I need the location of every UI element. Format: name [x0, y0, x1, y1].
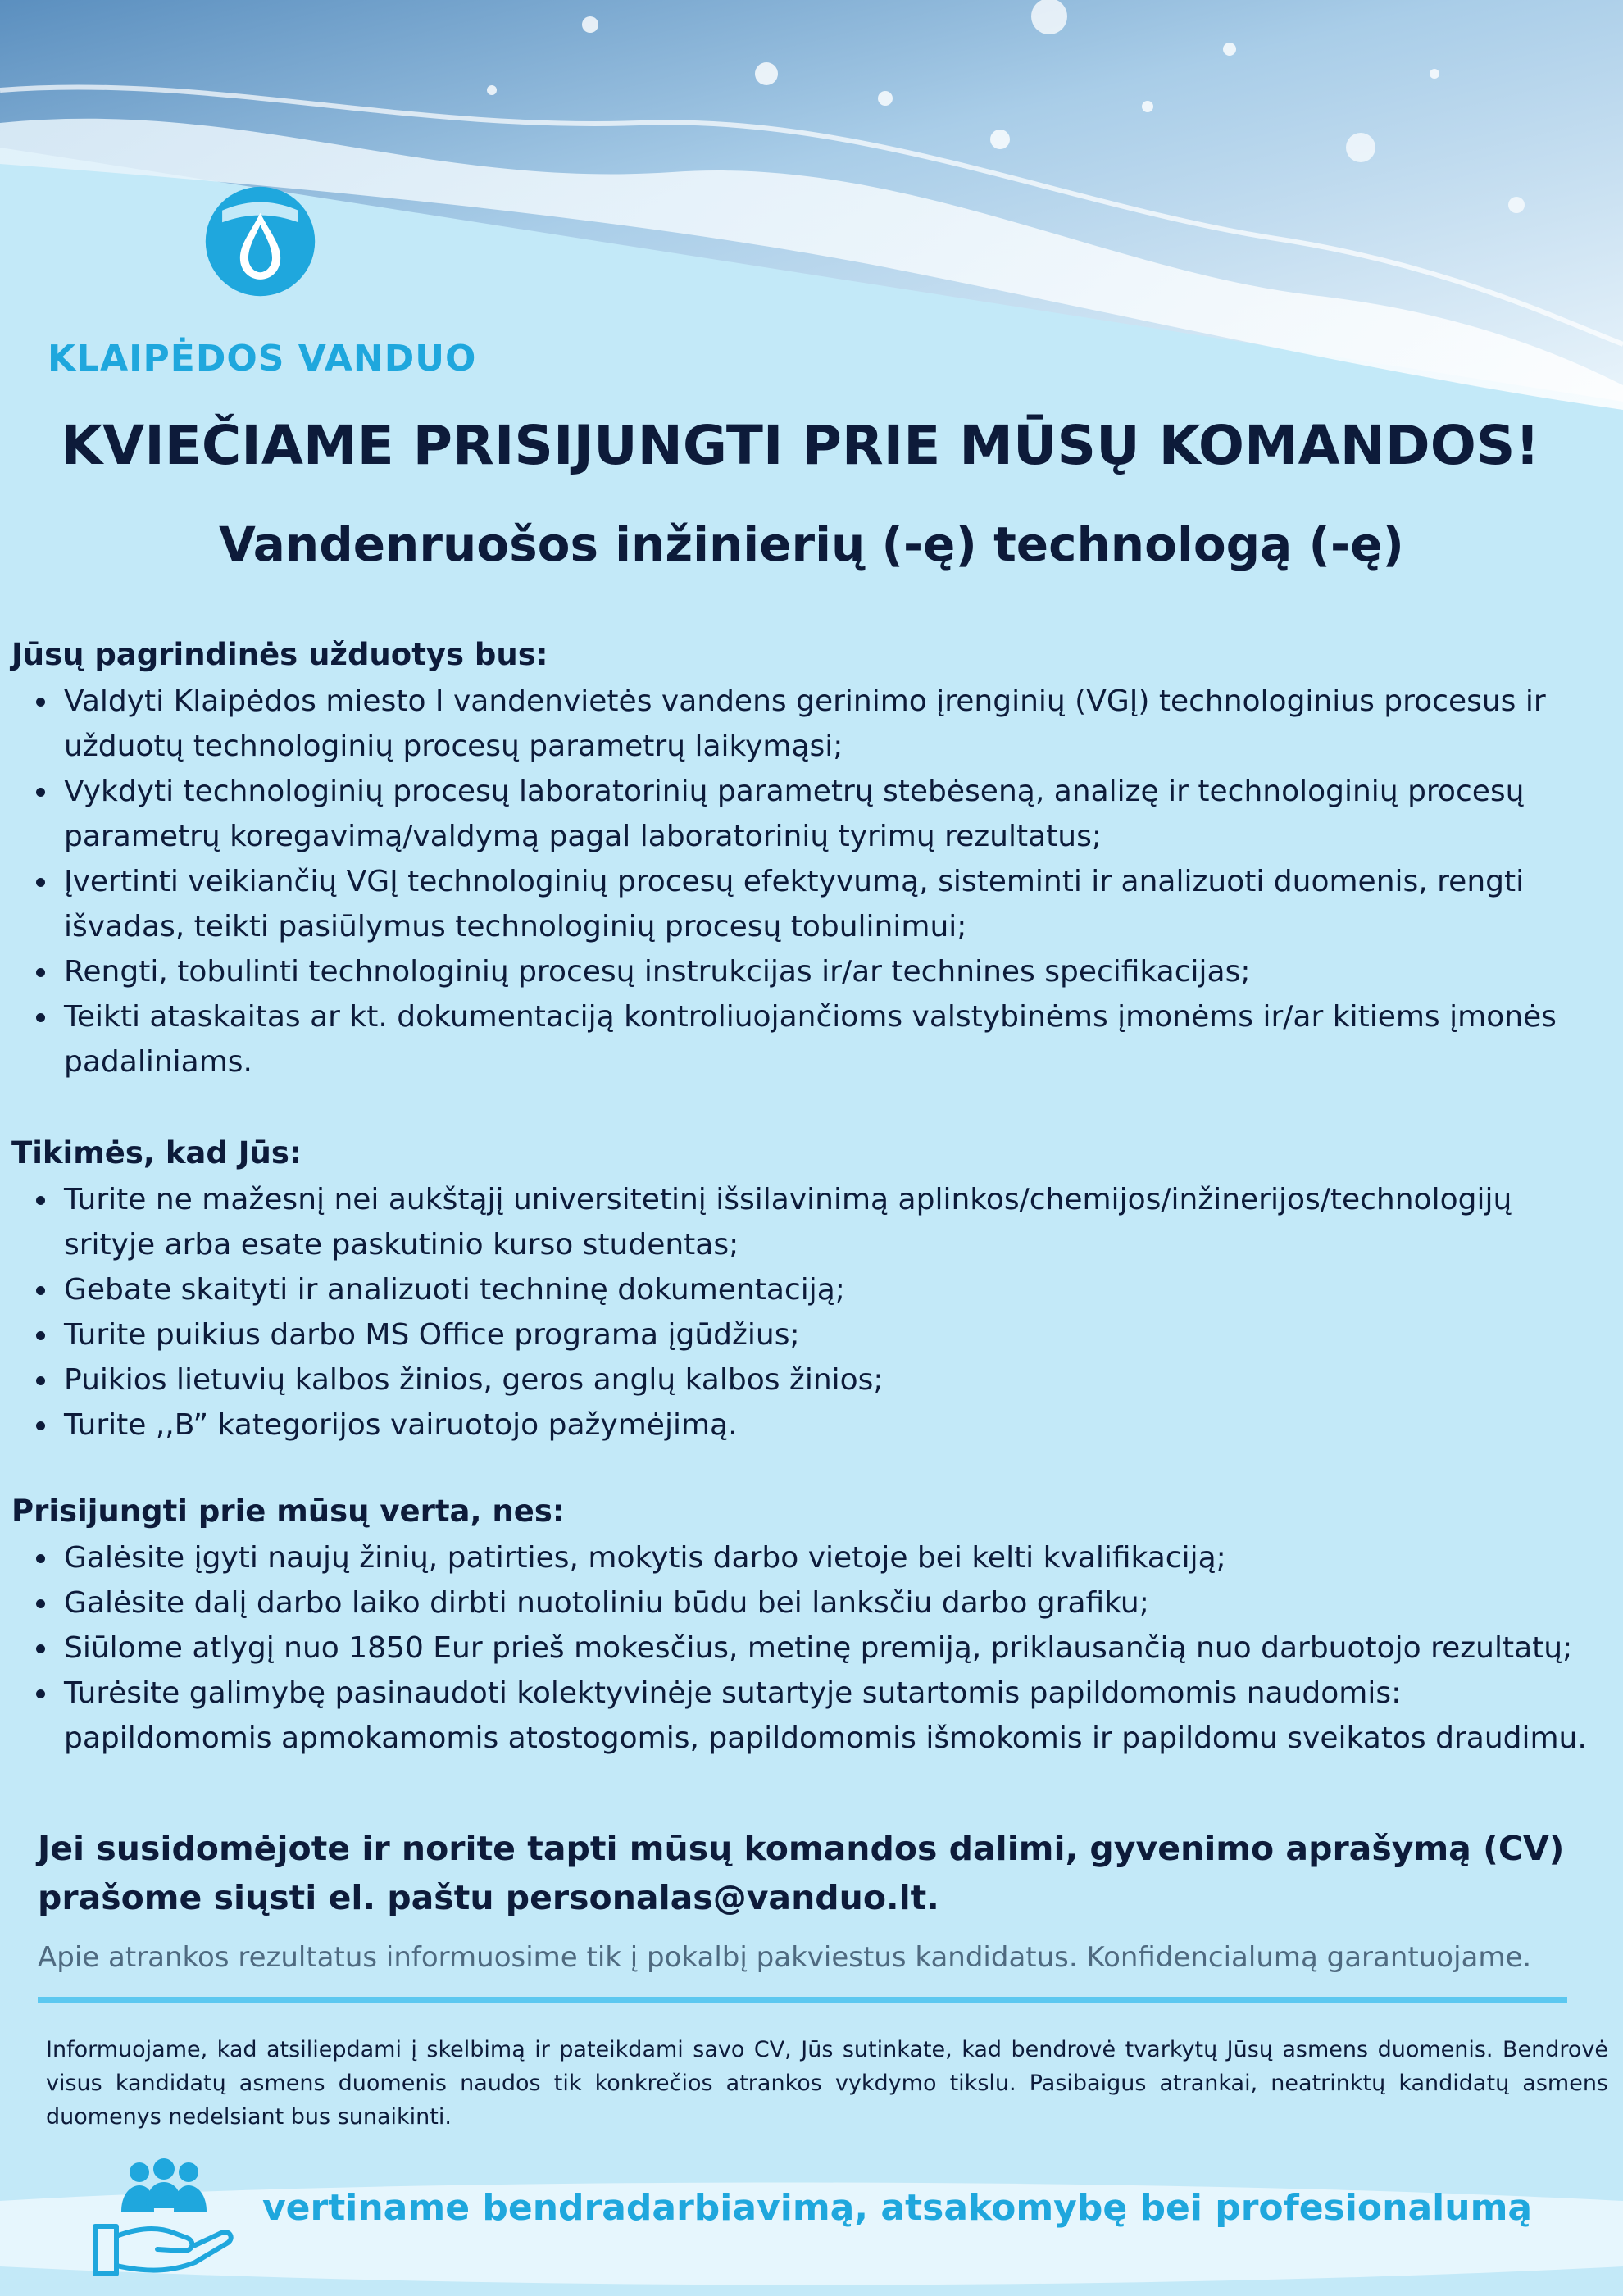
application-call-to-action: Jei susidomėjote ir norite tapti mūsų komandos dalimi, gyvenimo aprašymą (CV) prašome siųsti el. paštu personalas@vanduo.lt.: [38, 1829, 1565, 1917]
list-item: Puikios lietuvių kalbos žinios, geros anglų kalbos žinios;: [11, 1357, 1610, 1403]
expectations-list: [11, 1177, 1610, 1448]
benefits-section: [11, 1489, 1610, 1761]
water-drop-logo-icon: [201, 182, 320, 301]
teamwork-hand-icon: [89, 2157, 236, 2280]
position-title: Vandenruošos inžinierių (-ę) technologą (-ę): [219, 516, 1404, 572]
expectations-heading: Tikimės, kad Jūs:: [11, 1135, 302, 1171]
list-item: Turite ne mažesnį nei aukštąjį universitetinį išsilavinimą aplinkos/chemijos/inžinerijos/technologijų srityje arba esate paskutinio kurso studentas;: [11, 1177, 1610, 1267]
tasks-heading: Jūsų pagrindinės užduotys bus:: [11, 637, 548, 672]
benefits-list: [11, 1535, 1610, 1761]
list-item: Galėsite dalį darbo laiko dirbti nuotoliniu būdu bei lanksčiu darbo grafiku;: [11, 1580, 1610, 1625]
privacy-notice: Informuojame, kad atsiliepdami į skelbimą ir pateikdami savo CV, Jūs sutinkate, kad bendrovė tvarkytų Jūsų asmens duomenis. Bendrovė visus kandidatų asmens duomenis naudos tik konkrečios atrankos vykdymo tikslu. Pasibaigus atrankai, neatrinktų kandidatų asmens duomenys nedelsiant bus sunaikinti.: [46, 2037, 1608, 2130]
list-item: Vykdyti technologinių procesų laboratorinių parametrų stebėseną, analizę ir technologinių procesų parametrų koregavimą/valdymą pagal laboratorinių tyrimų rezultatus;: [11, 769, 1610, 859]
divider: [38, 1997, 1567, 2003]
list-item: Teikti ataskaitas ar kt. dokumentaciją kontroliuojančioms valstybinėms įmonėms ir/ar kitiems įmonės padaliniams.: [11, 994, 1610, 1084]
list-item: Rengti, tobulinti technologinių procesų instrukcijas ir/ar technines specifikacijas;: [11, 949, 1610, 994]
list-item: Siūlome atlygį nuo 1850 Eur prieš mokesčius, metinę premiją, priklausančią nuo darbuotojo rezultatų;: [11, 1625, 1610, 1671]
tasks-list: [11, 679, 1610, 1084]
benefits-heading: Prisijungti prie mūsų verta, nes:: [11, 1494, 565, 1529]
tasks-section: [11, 633, 1610, 1084]
list-item: Turėsite galimybę pasinaudoti kolektyvinėje sutartyje sutartomis papildomomis naudomis: papildomomis apmokamomis atostogomis, papildomomis išmokomis ir papildomu sveikatos draudimu.: [11, 1671, 1610, 1761]
selection-note: Apie atrankos rezultatus informuosime tik į pokalbį pakviestus kandidatus. Konfidencialumą garantuojame.: [38, 1941, 1532, 1974]
list-item: Valdyti Klaipėdos miesto I vandenvietės vandens gerinimo įrenginių (VGĮ) technologinius procesus ir užduotų technologinių procesų parametrų laikymąsi;: [11, 679, 1610, 769]
list-item: Turite ,,B” kategorijos vairuotojo pažymėjimą.: [11, 1403, 1610, 1448]
list-item: Gebate skaityti ir analizuoti techninę dokumentaciją;: [11, 1267, 1610, 1312]
brand-name: KLAIPĖDOS VANDUO: [48, 338, 477, 380]
list-item: Įvertinti veikiančių VGĮ technologinių procesų efektyvumą, sisteminti ir analizuoti duomenis, rengti išvadas, teikti pasiūlymus technologinių procesų tobulinimui;: [11, 859, 1610, 949]
list-item: Turite puikius darbo MS Office programa įgūdžius;: [11, 1312, 1610, 1357]
list-item: Galėsite įgyti naujų žinių, patirties, mokytis darbo vietoje bei kelti kvalifikaciją;: [11, 1535, 1610, 1580]
slogan: vertiname bendradarbiavimą, atsakomybę bei profesionalumą: [262, 2187, 1533, 2229]
headline: KVIEČIAME PRISIJUNGTI PRIE MŪSŲ KOMANDOS!: [61, 414, 1540, 477]
expectations-section: [11, 1131, 1610, 1448]
